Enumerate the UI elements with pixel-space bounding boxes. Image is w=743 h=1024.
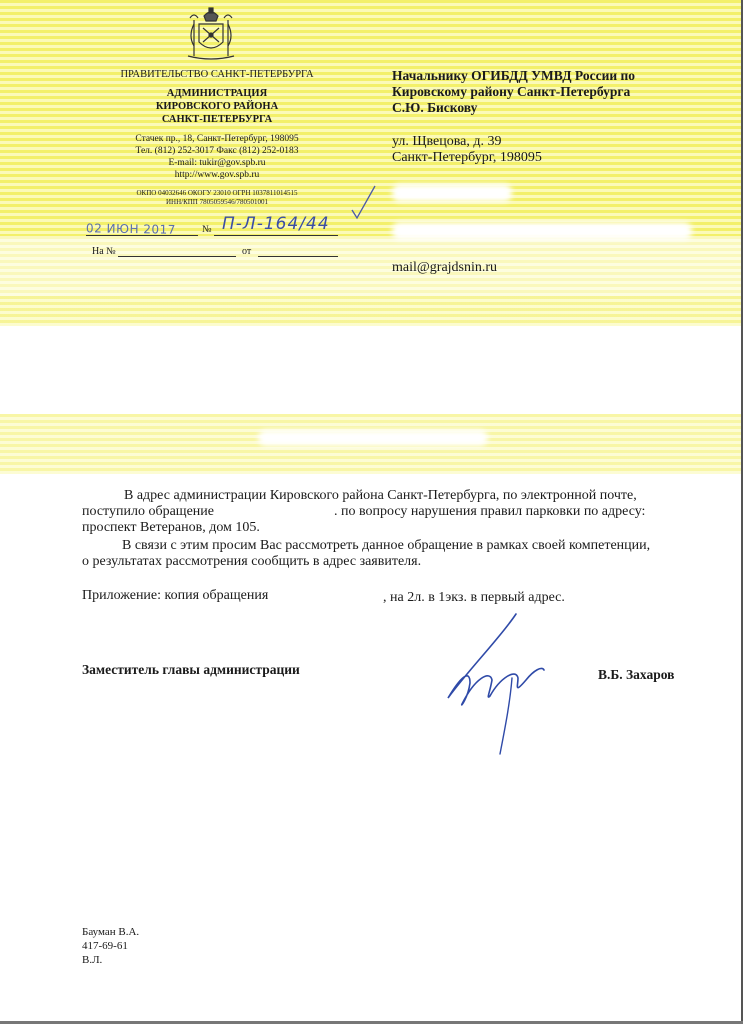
body-para-1-line-3: проспект Ветеранов, дом 105.	[82, 520, 260, 535]
executor-initials: В.Л.	[82, 954, 103, 966]
redacted-applicant-address	[392, 222, 692, 240]
body-para-1-line-2a: поступило обращение	[82, 504, 214, 519]
signer-title: Заместитель главы администрации	[82, 662, 300, 677]
body-para-2-line-2: о результатах рассмотрения сообщить в адрес заявителя.	[82, 554, 422, 569]
admin-email: E-mail: tukir@gov.spb.ru	[168, 158, 266, 168]
reference-label: На №	[92, 246, 116, 257]
government-title: ПРАВИТЕЛЬСТВО САНКТ-ПЕТЕРБУРГА	[120, 69, 314, 80]
recipient-line-1: Начальнику ОГИБДД УМВД России по	[392, 68, 636, 83]
signer-name: В.Б. Захаров	[598, 667, 675, 682]
date-underline	[86, 235, 198, 236]
admin-website: http://www.gov.spb.ru	[174, 170, 260, 180]
recipient-line-2: Кировскому району Санкт-Петербурга	[392, 84, 631, 99]
admin-inn-kpp: ИНН/КПП 7805059546/780501001	[165, 198, 269, 206]
reference-underline	[118, 256, 236, 257]
handwritten-signature	[430, 608, 560, 763]
coat-of-arms-emblem	[180, 6, 242, 62]
admin-phone-fax: Тел. (812) 252-3017 Факс (812) 252-0183	[135, 146, 299, 156]
attachment-details: , на 2л. в 1экз. в первый адрес.	[383, 590, 565, 605]
body-para-1-line-1: В адрес администрации Кировского района Санкт-Петербурга, по электронной почте,	[124, 488, 637, 503]
admin-registry-codes: ОКПО 04032646 ОКОГУ 23010 ОГРН 1037811014515	[136, 189, 298, 197]
admin-address: Стачек пр., 18, Санкт-Петербург, 198095	[135, 134, 299, 144]
recipient-street: ул. Щвецова, д. 39	[392, 134, 502, 149]
admin-title-line-2: КИРОВСКОГО РАЙОНА	[155, 101, 279, 112]
executor-name: Бауман В.А.	[82, 926, 140, 938]
reference-from-underline	[258, 256, 338, 257]
executor-phone: 417-69-61	[82, 940, 128, 952]
attachment-label: Приложение: копия обращения	[82, 588, 269, 603]
applicant-email: mail@grajdsnin.ru	[392, 260, 498, 275]
body-para-1-line-2b: . по вопросу нарушения правил парковки по адресу:	[334, 504, 646, 519]
admin-title-line-3: САНКТ-ПЕТЕРБУРГА	[161, 114, 273, 125]
reference-from-label: от	[242, 246, 252, 257]
highlight-band-lower	[0, 296, 743, 326]
redacted-subject	[258, 430, 488, 446]
reg-number-label: №	[202, 224, 212, 235]
recipient-city: Санкт-Петербург, 198095	[392, 150, 542, 165]
admin-title-line-1: АДМИНИСТРАЦИЯ	[166, 88, 268, 99]
reg-number-handwritten: П-Л-164/44	[222, 214, 330, 234]
redacted-applicant-name	[392, 184, 512, 202]
checkmark-icon	[350, 184, 378, 227]
reg-number-underline	[214, 235, 338, 236]
body-para-2-line-1: В связи с этим просим Вас рассмотреть данное обращение в рамках своей компетенции,	[122, 538, 651, 553]
recipient-name: С.Ю. Бискову	[392, 100, 478, 115]
highlight-band-mid	[0, 236, 743, 296]
date-stamp: 02 ИЮН 2017	[85, 221, 177, 237]
